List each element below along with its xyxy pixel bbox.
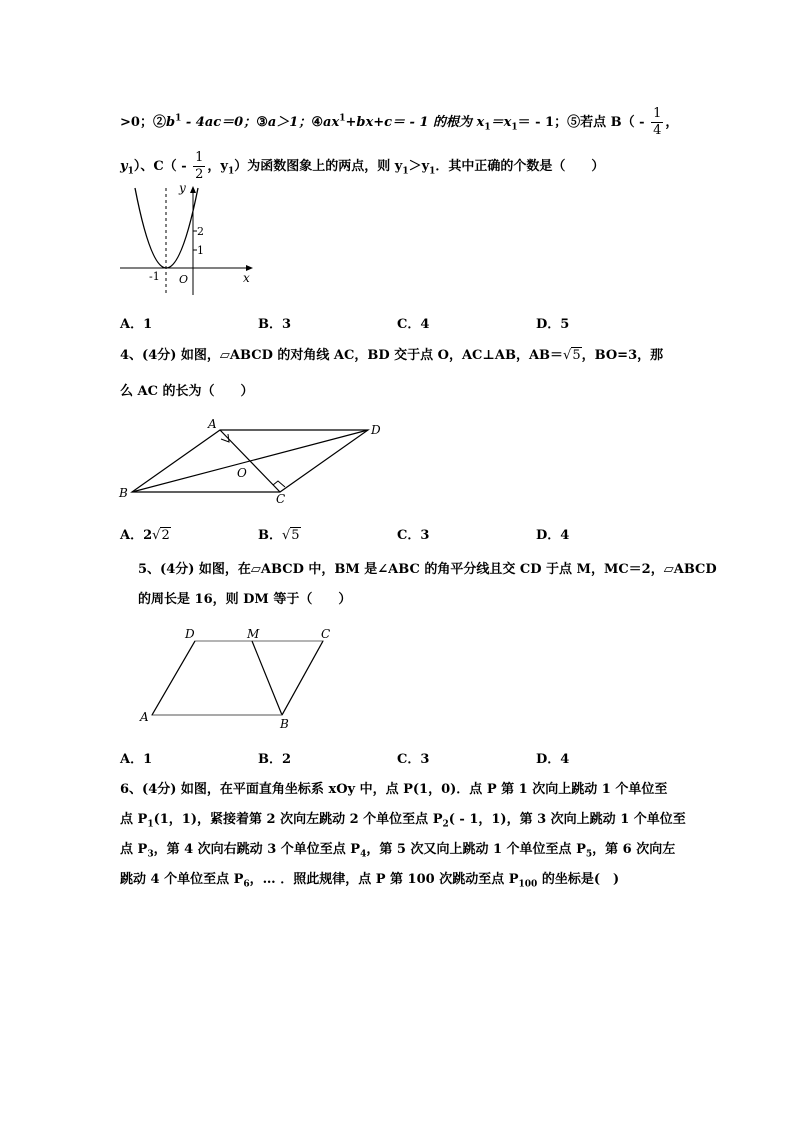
q4-line-1 (120, 346, 663, 366)
circled-5: ⑤ (567, 115, 581, 130)
q4-parallelogram-figure (115, 415, 390, 510)
q4-text: 4、(4分) 如图，▱ABCD 的对角线 AC，BD 交于点 O，AC⊥AB，AB＝ (120, 348, 564, 363)
q3-text: ．其中正确的个数是（ ） (435, 159, 605, 174)
q3-text: ＞y (408, 159, 430, 174)
vertex-label-c: C (321, 627, 331, 641)
vertex-label-a: A (140, 710, 149, 724)
parallelogram-abcd (152, 641, 323, 715)
vertex-label-b: B (119, 486, 128, 500)
q3-text: ＝ - 1； (517, 115, 568, 130)
q4-line-2: 么 AC 的长为（ ） (120, 384, 254, 399)
circled-3: ③ (256, 115, 268, 130)
q3-sub: 1 (227, 166, 235, 177)
q3-sup: 1 (175, 113, 182, 124)
q4-option-b: B．√5 (258, 528, 300, 543)
q3-text: y (120, 159, 128, 174)
q3-sub: 1 (402, 166, 409, 177)
segment-bm (252, 641, 282, 715)
q3-text: >0； (120, 115, 153, 130)
q6-line-3: 点 $P_3$，第 4 次向右跳动 3 个单位至点 $P_4$，第 5 次又向上跳动 1 个单位至点 $P_5$，第 6 次向左 (120, 842, 676, 860)
sqrt-5: √5 (563, 348, 581, 363)
q5-option-c: C．3 (397, 752, 430, 767)
diagonal-bd (132, 430, 368, 492)
q3-text: ，y (207, 159, 228, 174)
q3-sub: 1 (511, 122, 518, 133)
q3-text: ＝x (490, 115, 512, 130)
q6-line-2: 点 $P_1(1$，1)，紧接着第 2 次向左跳动 2 个单位至点 $P_2( - 1$，1)，第 3 次向上跳动 1 个单位至 (120, 812, 686, 830)
q3-line-1 (120, 106, 678, 139)
tick-label-1: 1 (197, 244, 204, 257)
q3-option-c: C．4 (397, 317, 430, 332)
q3-option-b: B．3 (258, 317, 292, 332)
q3-sub: 1 (429, 166, 436, 177)
y-axis-label: y (179, 181, 186, 195)
point-label-m: M (247, 627, 260, 641)
q3-text: ）为函数图象上的两点，则 y (234, 159, 403, 174)
q3-text: ）、C（ - (133, 159, 192, 174)
q3-option-a: A．1 (120, 317, 153, 332)
fraction-1-4: $\frac{1}{4}$ (653, 106, 662, 138)
q3-sub: 1 (484, 122, 491, 133)
q5-option-a: A．1 (120, 752, 153, 767)
q4-option-a: A．2√2 (120, 528, 170, 543)
q4-text: ，BO=3，那 (581, 348, 664, 363)
q3-option-d: D．5 (536, 317, 570, 332)
segment-ad (152, 641, 195, 715)
origin-label: O (179, 273, 189, 286)
q5-line-2: 的周长是 16，则 DM 等于（ ） (138, 592, 352, 607)
vertex-label-d: D (185, 627, 195, 641)
q3-text: +bx+c＝ - 1 的根为 x (345, 115, 485, 130)
tick-label-neg1: -1 (149, 270, 160, 283)
vertex-label-b: B (280, 717, 289, 731)
q4-option-d: D．4 (536, 528, 570, 543)
segment-bc (282, 641, 323, 715)
center-label-o: O (237, 466, 247, 480)
vertex-label-c: C (276, 492, 286, 506)
q3-sup: 1 (339, 113, 346, 124)
q3-text: 若点 B（ - (580, 115, 650, 130)
q5-parallelogram-figure (135, 622, 345, 732)
q3-line-2 (120, 150, 604, 183)
q3-text: a＞1； (267, 115, 312, 130)
q4-option-c: C．3 (397, 528, 430, 543)
q3-text: ax (323, 115, 340, 130)
parabola-graph (115, 180, 260, 300)
q3-text: ， (665, 115, 679, 130)
y-axis-arrow (190, 186, 196, 193)
circled-2: ② (152, 115, 166, 130)
tick-label-2: 2 (197, 225, 204, 238)
fraction-1-2: $\frac{1}{2}$ (195, 150, 204, 182)
vertex-label-a: A (208, 417, 217, 431)
q5-line-1: 5、(4分) 如图，在▱ABCD 中，BM 是∠ABC 的角平分线且交 CD 于点 M，MC＝2，▱ABCD (138, 562, 717, 577)
q5-option-d: D．4 (536, 752, 570, 767)
q3-sub: 1 (127, 166, 134, 177)
q6-line-4: 跳动 4 个单位至点 $P_6$，… ．照此规律，点 P 第 100 次跳动至点 $P_{100}$ 的坐标是( ) (120, 872, 620, 890)
x-axis-label: x (243, 271, 250, 285)
q5-option-b: B．2 (258, 752, 292, 767)
q3-text: - 4ac＝0； (181, 115, 257, 130)
vertex-label-d: D (371, 423, 381, 437)
circled-4: ④ (311, 115, 324, 130)
q6-line-1: 6、(4分) 如图，在平面直角坐标系 xOy 中，点 P(1，0)．点 P 第 1 次向上跳动 1 个单位至 (120, 782, 668, 797)
q3-text: b (165, 115, 176, 130)
